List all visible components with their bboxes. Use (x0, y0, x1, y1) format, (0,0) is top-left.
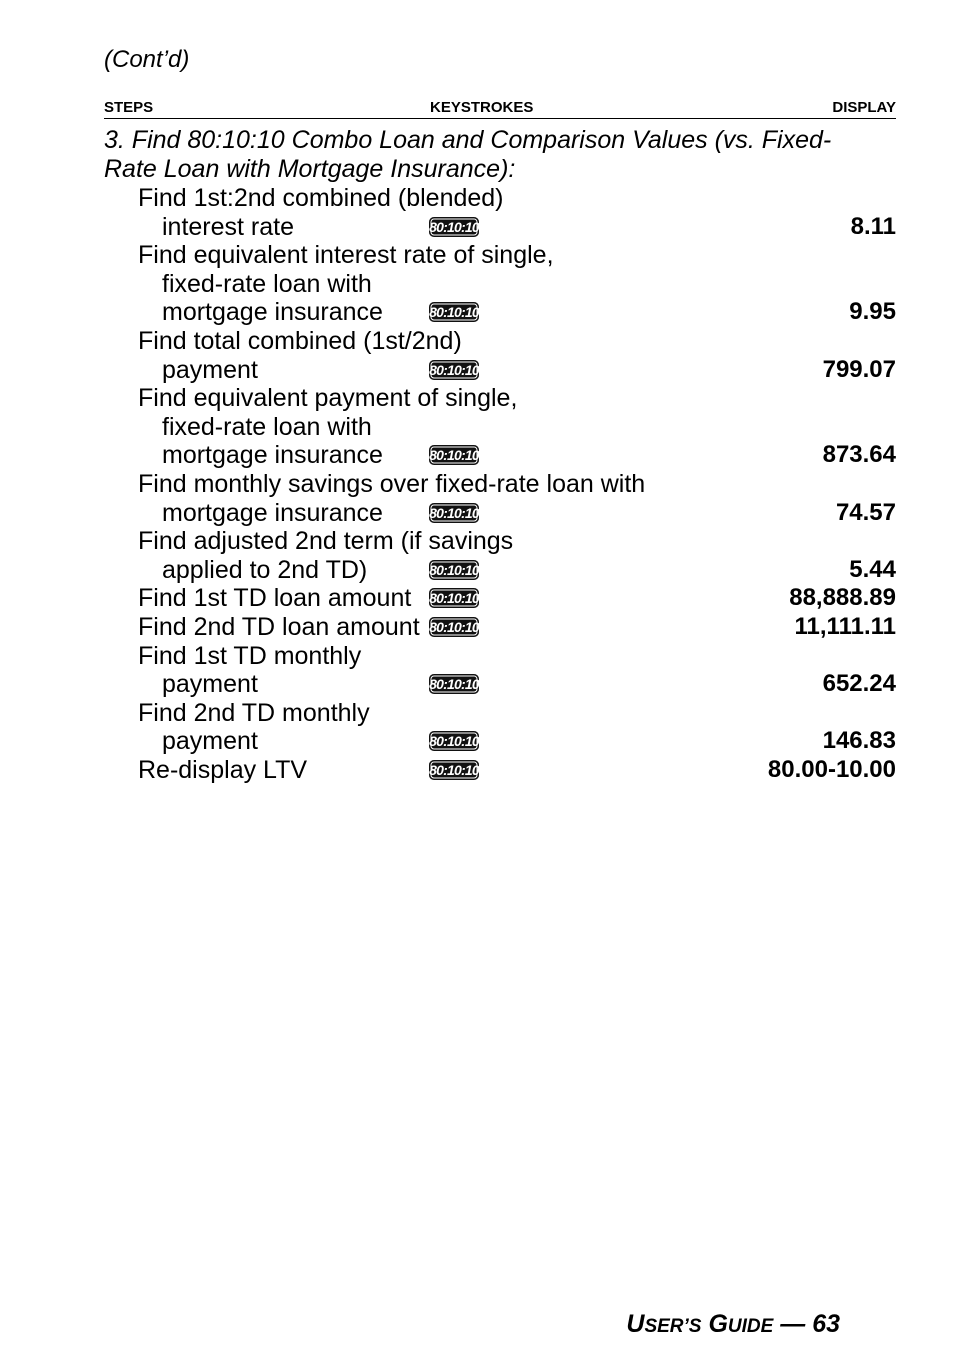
step-row (104, 470, 896, 527)
step-line (104, 556, 896, 585)
step-line (104, 527, 896, 556)
step-text: Find monthly savings over fixed-rate loan with (138, 469, 646, 498)
step-line (104, 270, 896, 299)
footer-text-g: G (708, 1310, 728, 1338)
step-row (104, 384, 896, 470)
step-row (104, 527, 896, 584)
step-line (104, 670, 896, 699)
step-line (104, 184, 896, 213)
page-footer (626, 1310, 840, 1339)
step-text: payment (162, 355, 258, 384)
step-text: mortgage insurance (162, 298, 383, 327)
step-row (104, 184, 896, 241)
step-text: mortgage insurance (162, 498, 383, 527)
footer-text-u: U (626, 1310, 645, 1338)
key-80-10-10-icon: 80:10:10 (429, 218, 479, 235)
step-text: payment (162, 670, 258, 699)
steps-table (104, 184, 896, 784)
display-value: 11,111.11 (794, 612, 896, 640)
step-line (104, 327, 896, 356)
step-text: fixed-rate loan with (162, 269, 372, 298)
step-text: Re-display LTV (138, 755, 308, 784)
header-steps: STEPS (104, 99, 154, 116)
key-80-10-10-icon: 80:10:10 (429, 361, 479, 378)
step-line (104, 613, 896, 642)
step-row (104, 241, 896, 327)
step-text: Find 1st TD monthly (138, 641, 362, 670)
step-text: Find equivalent interest rate of single, (138, 241, 554, 270)
step-text: mortgage insurance (162, 441, 383, 470)
section-title-line-1: 3. Find 80:10:10 Combo Loan and Comparison Values (vs. Fixed- (104, 126, 832, 154)
key-80-10-10-icon: 80:10:10 (429, 761, 479, 778)
step-line (104, 756, 896, 785)
display-value: 5.44 (849, 555, 896, 583)
step-line (104, 642, 896, 671)
section-title-line-2: Rate Loan with Mortgage Insurance): (104, 154, 516, 183)
step-line (104, 384, 896, 413)
step-text: Find 2nd TD loan amount (138, 612, 420, 641)
step-line (104, 241, 896, 270)
step-line (104, 699, 896, 728)
display-value: 799.07 (822, 355, 896, 383)
step-row (104, 584, 896, 613)
step-text: Find 1st TD loan amount (138, 584, 412, 613)
continued-label: (Cont’d) (104, 46, 190, 73)
step-text: Find adjusted 2nd term (if savings (138, 527, 514, 556)
step-line (104, 356, 896, 385)
step-row (104, 613, 896, 642)
step-line (104, 413, 896, 442)
header-display: DISPLAY (832, 99, 896, 116)
key-80-10-10-icon: 80:10:10 (429, 676, 479, 693)
display-value: 8.11 (850, 212, 896, 240)
step-line (104, 584, 896, 613)
footer-text-uide: UIDE (727, 1316, 774, 1337)
section-title (104, 126, 896, 183)
step-line (104, 441, 896, 470)
display-value: 873.64 (822, 441, 896, 469)
step-line (104, 499, 896, 528)
key-80-10-10-icon: 80:10:10 (429, 618, 479, 635)
step-text: applied to 2nd TD) (162, 555, 368, 584)
header-keystrokes: KEYSTROKES (430, 99, 534, 116)
key-80-10-10-icon: 80:10:10 (429, 561, 479, 578)
display-value: 80.00-10.00 (767, 755, 896, 783)
column-headers (104, 96, 896, 119)
footer-page-number: — 63 (773, 1310, 840, 1338)
step-text: Find equivalent payment of single, (138, 384, 518, 413)
step-line (104, 213, 896, 242)
display-value: 146.83 (822, 727, 896, 755)
step-line (104, 298, 896, 327)
key-80-10-10-icon: 80:10:10 (429, 733, 479, 750)
step-row (104, 756, 896, 785)
display-value: 652.24 (822, 670, 896, 698)
step-text: interest rate (162, 212, 295, 241)
step-text: payment (162, 727, 258, 756)
key-80-10-10-icon: 80:10:10 (429, 304, 479, 321)
key-80-10-10-icon: 80:10:10 (429, 504, 479, 521)
step-line (104, 470, 896, 499)
key-80-10-10-icon: 80:10:10 (429, 447, 479, 464)
display-value: 74.57 (835, 498, 896, 526)
step-text: fixed-rate loan with (162, 412, 372, 441)
step-line (104, 727, 896, 756)
step-row (104, 327, 896, 384)
step-text: Find 1st:2nd combined (blended) (138, 184, 504, 212)
display-value: 9.95 (849, 298, 896, 326)
key-80-10-10-icon: 80:10:10 (429, 590, 479, 607)
step-row (104, 699, 896, 756)
step-text: Find total combined (1st/2nd) (138, 326, 462, 355)
display-value: 88,888.89 (789, 584, 896, 612)
step-text: Find 2nd TD monthly (138, 698, 370, 727)
footer-text-sers: SER’S (644, 1316, 702, 1337)
step-row (104, 642, 896, 699)
